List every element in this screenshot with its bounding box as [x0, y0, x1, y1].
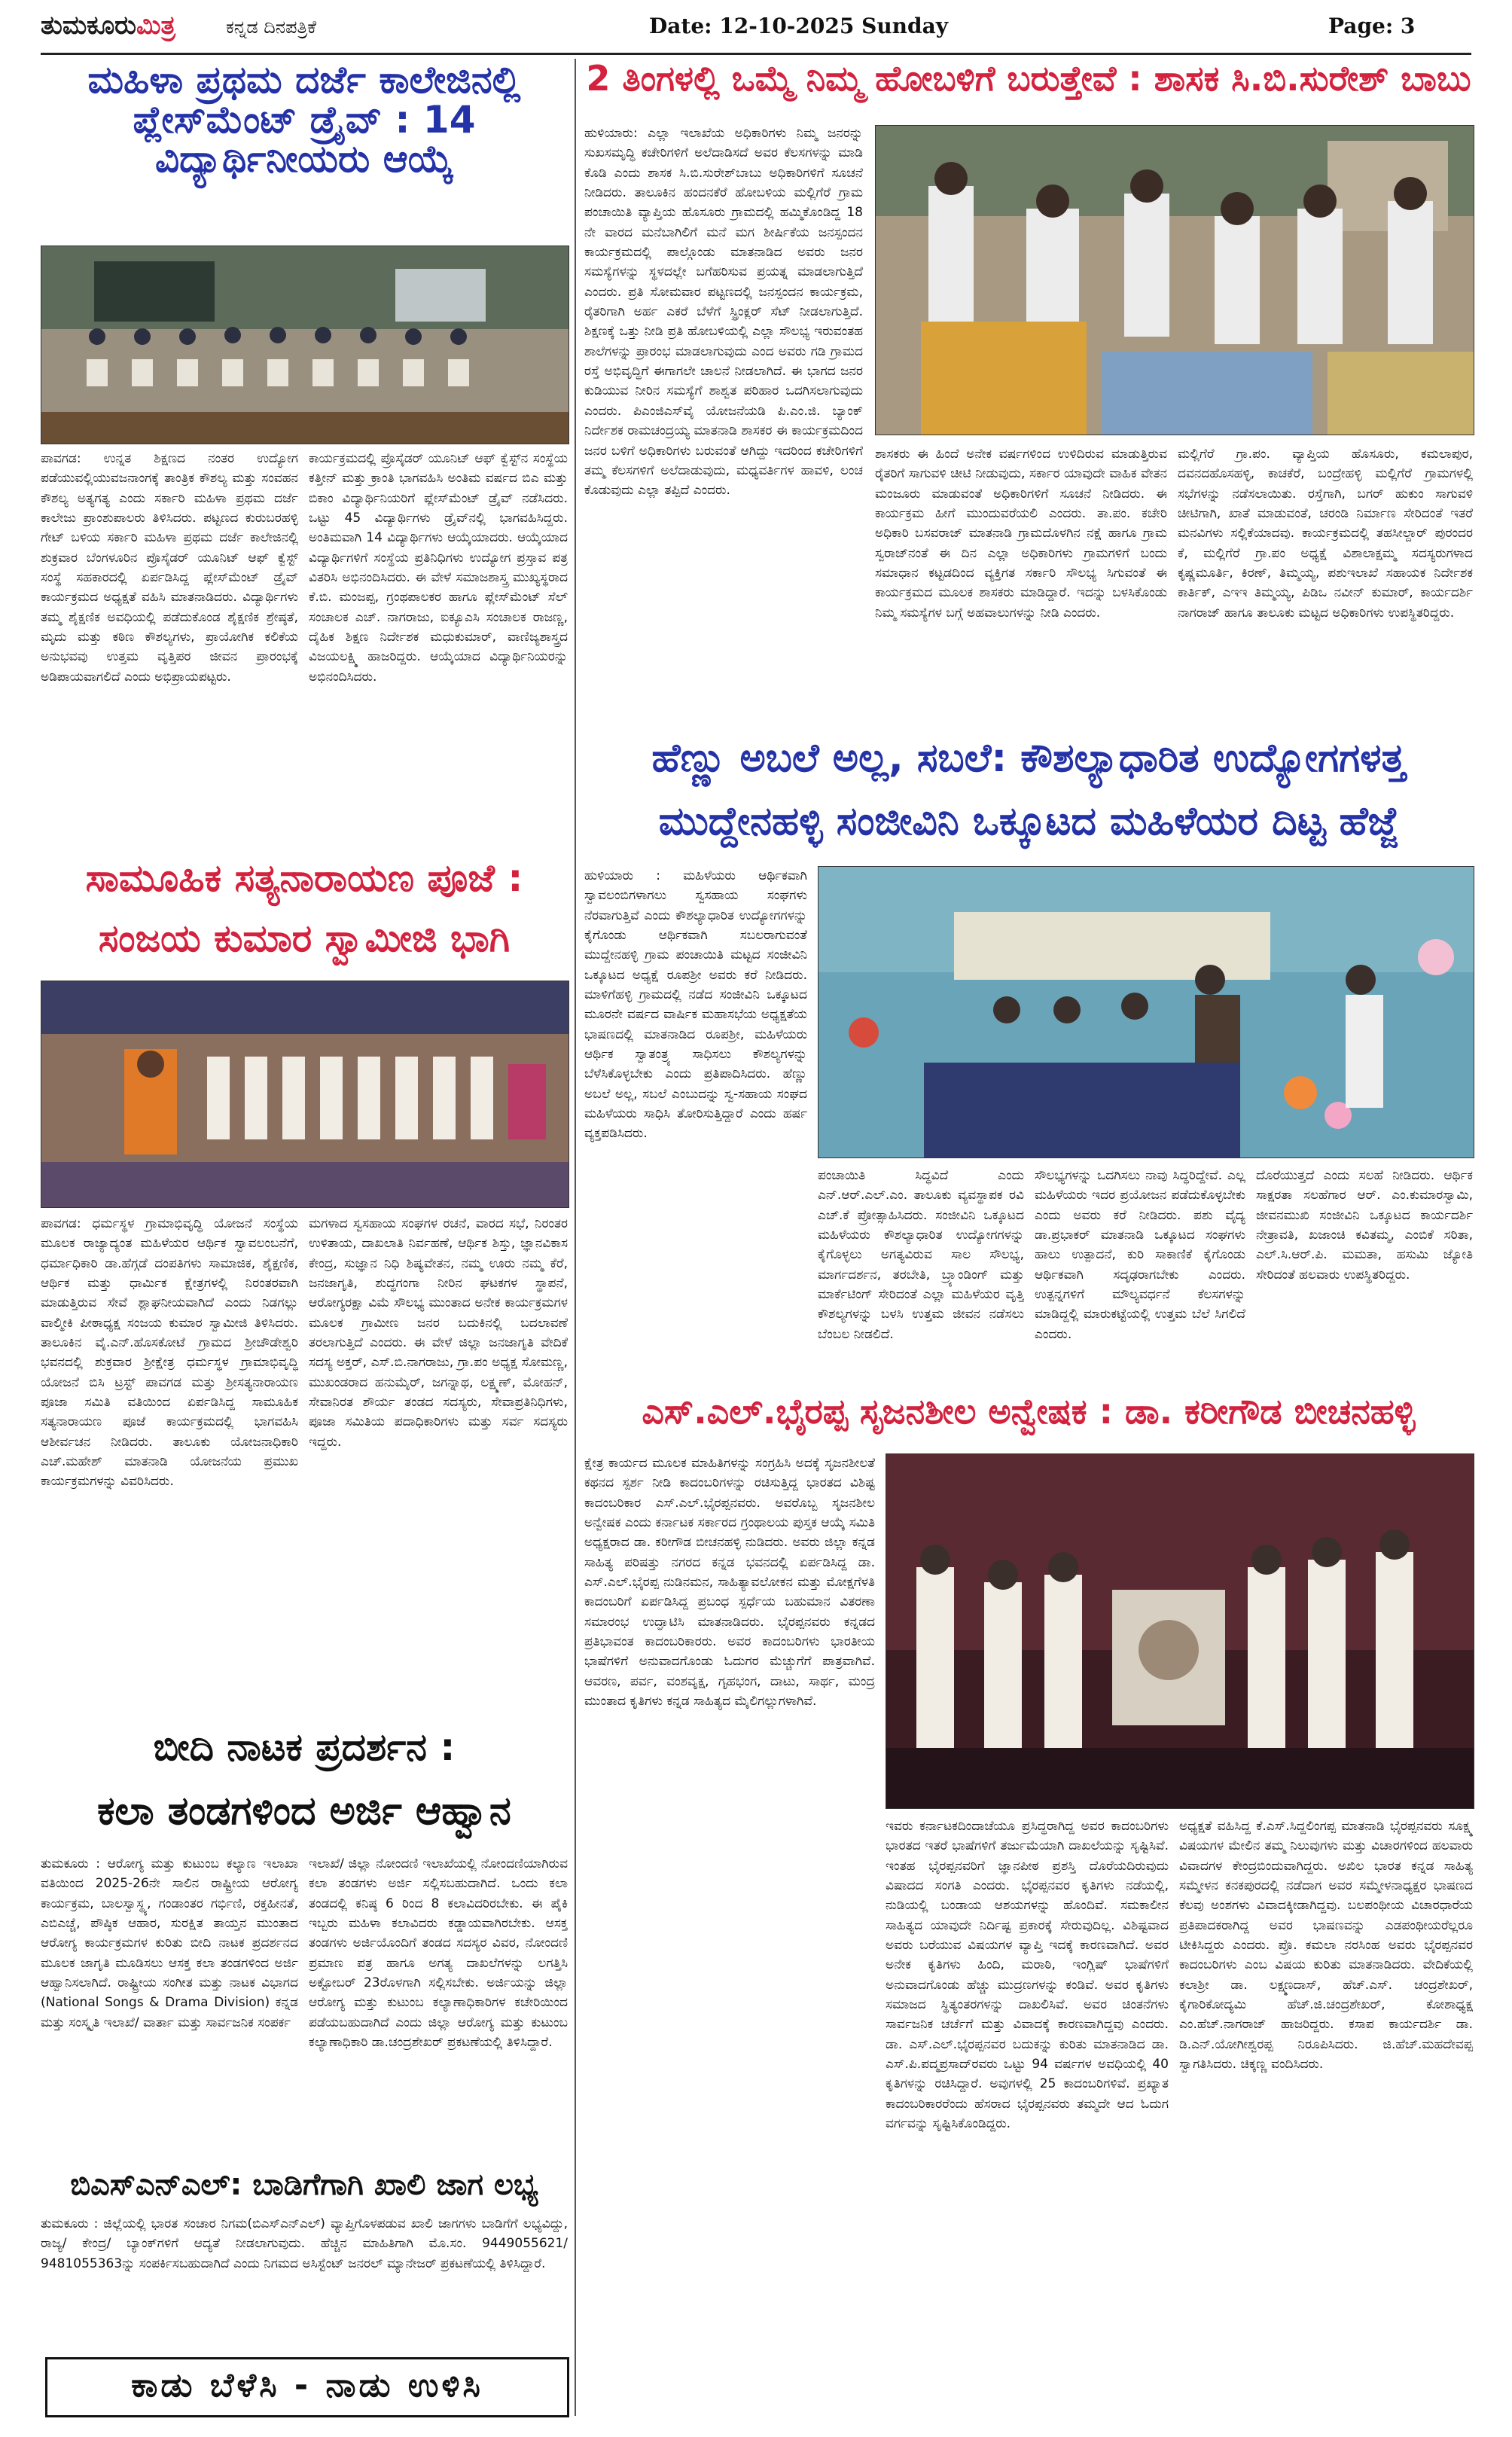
- street-play-headline-1: ಬೀದಿ ನಾಟಕ ಪ್ರದರ್ಶನ :: [153, 1728, 456, 1769]
- bhyrappa-headline: ಎಸ್.ಎಲ್.ಭೈರಪ್ಪ ಸೃಜನಶೀಲ ಅನ್ವೇಷಕ : ಡಾ. ಕರೀಗೌಡ ಬೀಚನಹಳ್ಳಿ: [642, 1393, 1416, 1432]
- women-col-a: ಹುಳಿಯಾರು : ಮಹಿಳೆಯರು ಆರ್ಥಿಕವಾಗಿ ಸ್ವಾವಲಂಬಿಗಳಾಗಲು ಸ್ವಸಹಾಯ ಸಂಘಗಳು ನೆರವಾಗುತ್ತಿವೆ ಎಂದು ಕೌಶಲ್ಯಾಧಾರಿತ ಉದ್ಯೋಗಗಳನ್ನು ಕೈಗೊಂಡು ಆರ್ಥಿಕವಾಗಿ ಸಬಲರಾಗುವಂತೆ ಮುದ್ದೇನಹಳ್ಳಿ ಗ್ರಾಮ ಪಂಚಾಯಿತಿ ಮಟ್ಟದ ಸಂಜೀವಿನಿ ಒಕ್ಕೂಟದ ಅಧ್ಯಕ್ಷೆ ರೂಪಶ್ರೀ ಅವರು ಕರೆ ನೀಡಿದರು. ಮಾಳಿಗೆಹಳ್ಳಿ ಗ್ರಾಮದಲ್ಲಿ ನಡೆದ ಸಂಜೀವಿನಿ ಒಕ್ಕೂಟದ ಮೂರನೇ ವರ್ಷದ ವಾರ್ಷಿಕ ಮಹಾಸಭೆಯ ಅಧ್ಯಕ್ಷತೆಯ ಭಾಷಣದಲ್ಲಿ ಮಾತನಾಡಿದ ರೂಪಶ್ರೀ, ಮಹಿಳೆಯರು ಆರ್ಥಿಕ ಸ್ವಾತಂತ್ರ್ಯ ಸಾಧಿಸಲು ಕೌಶಲ್ಯಗಳನ್ನು ಬೆಳೆಸಿಕೊಳ್ಳಬೇಕು ಎಂದು ಪ್ರತಿಪಾದಿಸಿದರು. ಹೆಣ್ಣು ಅಬಲೆ ಅಲ್ಲ, ಸಬಲೆ ಎಂಬುದನ್ನು ಸ್ವ-ಸಹಾಯ ಸಂಘದ ಮಹಿಳೆಯರು ಸಾಧಿಸಿ ತೋರಿಸುತ್ತಿದ್ದಾರೆ ಎಂದು ಹರ್ಷ ವ್ಯಕ್ತಪಡಿಸಿದರು.: [584, 868, 807, 1142]
- puja-headline-1: ಸಾಮೂಹಿಕ ಸತ್ಯನಾರಾಯಣ ಪೂಜೆ :: [85, 859, 523, 900]
- placement-photo: [41, 246, 569, 444]
- bhyrappa-photo: [886, 1453, 1474, 1809]
- slogan-banner: ಕಾಡು ಬೆಳೆಸಿ - ನಾಡು ಉಳಿಸಿ: [45, 2357, 569, 2417]
- bsnl-body: ತುಮಕೂರು : ಜಿಲ್ಲೆಯಲ್ಲಿ ಭಾರತ ಸಂಚಾರ ನಿಗಮ(ಬಿಎಸ್ಎನ್ಎಲ್) ವ್ಯಾಪ್ತಿಗೊಳಪಡುವ ಖಾಲಿ ಜಾಗಗಳು ಬಾಡಿಗೆಗೆ ಲಭ್ಯವಿದ್ದು, ರಾಜ್ಯ/ ಕೇಂದ್ರ/ ಬ್ಯಾಂಕ್‌ಗಳಿಗೆ ಆದ್ಯತೆ ನೀಡಲಾಗುವುದು. ಹೆಚ್ಚಿನ ಮಾಹಿತಿಗಾಗಿ ಮೊ.ಸಂ. 9449055621/ 9481055363ನ್ನು ಸಂಪರ್ಕಿಸಬಹುದಾಗಿದೆ ಎಂದು ನಿಗಮದ ಅಸಿಸ್ಟೆಂಟ್ ಜನರಲ್ ಮ್ಯಾನೇಜರ್ ಪ್ರಕಟಣೆಯಲ್ಲಿ ತಿಳಿಸಿದ್ದಾರೆ.: [41, 2216, 568, 2271]
- mla-col-b: ಶಾಸಕರು ಈ ಹಿಂದೆ ಅನೇಕ ವರ್ಷಗಳಿಂದ ಉಳಿದಿರುವ ಮಾಡುತ್ತಿರುವ ರೈತರಿಗೆ ಸಾಗುವಳಿ ಚೀಟಿ ನೀಡುವುದು, ಸರ್ಕಾರ ಯಾವುದೇ ವಾಹಿಕ ವೇತನ ಮಂಜೂರು ಮಾಡುವಂತೆ ಅಧಿಕಾರಿಗಳಿಗೆ ಸೂಚನೆ ನೀಡಿದರು. ಈ ಕಾರ್ಯಕ್ರಮ ಹೀಗೆ ಮುಂದುವರೆಯಲಿ ಎಂದರು. ತಾ.ಪಂ. ಕಚೇರಿ ಅಧಿಕಾರಿ ಬಸವರಾಜ್ ಮಾತನಾಡಿ ಗ್ರಾಮದೊಳಗಿನ ನಕ್ಷೆ ಹಾಗೂ ಗ್ರಾಮ ಸ್ವರಾಜ್‌ನಂತೆ ಈ ದಿನ ಎಲ್ಲಾ ಅಧಿಕಾರಿಗಳು ಗ್ರಾಮಗಳಿಗೆ ಬಂದು ಸಮಾಧಾನ ಕಟ್ಟಡದಿಂದ ವ್ಯಕ್ತಿಗತ ಸರ್ಕಾರಿ ಸೌಲಭ್ಯ ಸಿಗುವಂತೆ ಈ ಕಾರ್ಯಕ್ರಮದ ಮೂಲಕ ಶಾಸಕರು ಮಾಡಿದ್ದಾರೆ. ಇದನ್ನು ಬಳಸಿಕೊಂಡು ನಿಮ್ಮ ಸಮಸ್ಯೆಗಳ ಬಗ್ಗೆ ಅಹವಾಲುಗಳನ್ನು ನೀಡಿ ಎಂದರು.: [875, 447, 1167, 621]
- street-play-headline-2: ಕಲಾ ತಂಡಗಳಿಂದ ಅರ್ಜಿ ಆಹ್ವಾನ: [97, 1791, 511, 1834]
- street-play-col-1: ತುಮಕೂರು : ಆರೋಗ್ಯ ಮತ್ತು ಕುಟುಂಬ ಕಲ್ಯಾಣ ಇಲಾಖಾ ವತಿಯಿಂದ 2025-26ನೇ ಸಾಲಿನ ರಾಷ್ಟ್ರೀಯ ಆರೋಗ್ಯ ಕಾರ್ಯಕ್ರಮ, ಬಾಲಸ್ವಾಸ್ಥ್ಯ, ಗಂಡಾಂತರ ಗರ್ಭಿಣಿ, ರಕ್ತಹೀನತೆ, ಎಬಿಎಚ್ಚೆ, ಪೌಷ್ಠಿಕ ಆಹಾರ, ಸುರಕ್ಷಿತ ತಾಯ್ತನ ಮುಂತಾದ ಆರೋಗ್ಯ ಕಾರ್ಯಕ್ರಮಗಳ ಕುರಿತು ಬೀದಿ ನಾಟಕ ಪ್ರದರ್ಶನದ ಮೂಲಕ ಜಾಗೃತಿ ಮೂಡಿಸಲು ಆಸಕ್ತ ಕಲಾ ತಂಡಗಳಿಂದ ಅರ್ಜಿ ಆಹ್ವಾನಿಸಲಾಗಿದೆ. ರಾಷ್ಟ್ರೀಯ ಸಂಗೀತ ಮತ್ತು ನಾಟಕ ವಿಭಾಗದ (National Songs & Drama Division) ಕನ್ನಡ ಮತ್ತು ಸಂಸ್ಕೃತಿ ಇಲಾಖೆ/ ವಾರ್ತಾ ಮತ್ತು ಸಾರ್ವಜನಿಕ ಸಂಪರ್ಕ: [41, 1856, 298, 2030]
- puja-headline-2: ಸಂಜಯ ಕುಮಾರ ಸ್ವಾಮೀಜಿ ಭಾಗಿ: [98, 919, 511, 960]
- women-col-c: ಸೌಲಭ್ಯಗಳನ್ನು ಒದಗಿಸಲು ನಾವು ಸಿದ್ಧರಿದ್ದೇವೆ. ಎಲ್ಲ ಮಹಿಳೆಯರು ಇದರ ಪ್ರಯೋಜನ ಪಡೆದುಕೊಳ್ಳಬೇಕು ಎಂದು ಅವರು ಕರೆ ನೀಡಿದರು. ಪಶು ವೈದ್ಯ ಡಾ.ಪ್ರಭಾಕರ್ ಮಾತನಾಡಿ ಒಕ್ಕೂಟದ ಸಂಘಗಳು ಹಾಲು ಉತ್ಪಾದನೆ, ಕುರಿ ಸಾಕಾಣಿಕೆ ಕೈಗೊಂಡು ಆರ್ಥಿಕವಾಗಿ ಸದೃಢರಾಗಬೇಕು ಎಂದರು. ಉತ್ಪನ್ನಗಳಿಗೆ ಮೌಲ್ಯವರ್ಧನೆ ಕೆಲಸಗಳನ್ನು ಮಾಡಿದ್ದಲ್ಲಿ ಮಾರುಕಟ್ಟೆಯಲ್ಲಿ ಉತ್ತಮ ಬೆಲೆ ಸಿಗಲಿದೆ ಎಂದರು.: [1035, 1168, 1245, 1342]
- bsnl-headline: ಬಿಎಸ್ಎನ್ಎಲ್: ಬಾಡಿಗೆಗಾಗಿ ಖಾಲಿ ಜಾಗ ಲಭ್ಯ: [70, 2169, 538, 2202]
- masthead-title: [41, 11, 175, 41]
- masthead-page: Page: 3: [1328, 14, 1416, 38]
- women-headline-2: ಮುದ್ದೇನಹಳ್ಳಿ ಸಂಜೀವಿನಿ ಒಕ್ಕೂಟದ ಮಹಿಳೆಯರ ದಿಟ್ಟ ಹೆಜ್ಜೆ: [658, 801, 1399, 844]
- mla-headline: 2 ತಿಂಗಳಲ್ಲಿ ಒಮ್ಮೆ ನಿಮ್ಮ ಹೋಬಳಿಗೆ ಬರುತ್ತೇವೆ : ಶಾಸಕ ಸಿ.ಬಿ.ಸುರೇಶ್ ಬಾಬು: [586, 60, 1471, 99]
- mla-col-a: ಹುಳಿಯಾರು: ಎಲ್ಲಾ ಇಲಾಖೆಯ ಅಧಿಕಾರಿಗಳು ನಿಮ್ಮ ಜನರನ್ನು ಸುಖಸಮೃದ್ಧಿ ಕಚೇರಿಗಳಿಗೆ ಅಲೆದಾಡಿಸದೆ ಅವರ ಕೆಲಸಗಳನ್ನು ಮಾಡಿ ಕೊಡಿ ಎಂದು ಶಾಸಕ ಸಿ.ಬಿ.ಸುರೇಶ್‌ಬಾಬು ಅಧಿಕಾರಿಗಳಿಗೆ ಸೂಚನೆ ನೀಡಿದರು. ತಾಲೂಕಿನ ಹಂದನಕೆರೆ ಹೋಬಳಿಯ ಮಲ್ಲಿಗೆರೆ ಗ್ರಾಮ ಪಂಚಾಯಿತಿ ವ್ಯಾಪ್ತಿಯ ಹೊಸೂರು ಗ್ರಾಮದಲ್ಲಿ ಹಮ್ಮಿಕೊಂಡಿದ್ದ 18 ನೇ ವಾರದ ಮನೆಬಾಗಿಲಿಗೆ ಮನೆ ಮಗ ಶೀರ್ಷಿಕೆಯ ಜನಸ್ಪಂದನ ಕಾರ್ಯಕ್ರಮದಲ್ಲಿ ಪಾಲ್ಗೊಂಡು ಮಾತನಾಡಿದ ಅವರು ಜನರ ಸಮಸ್ಯೆಗಳನ್ನು ಸ್ಥಳದಲ್ಲೇ ಬಗೆಹರಿಸುವ ಪ್ರಯತ್ನ ಮಾಡಲಾಗುತ್ತಿದೆ ಎಂದರು. ಪ್ರತಿ ಸೋಮವಾರ ಪಟ್ಟಣದಲ್ಲಿ ಜನಸ್ಪಂದನ ಕಾರ್ಯಕ್ರಮ, ರೈತರಿಗಾಗಿ ಅರ್ಹ ಎಕರೆ ಬೆಳೆಗೆ ಸ್ಪ್ರಿಂಕ್ಲರ್ ಸೆಟ್ ನೀಡಲಾಗುತ್ತಿದೆ. ಶಿಕ್ಷಣಕ್ಕೆ ಒತ್ತು ನೀಡಿ ಪ್ರತಿ ಹೋಬಳಿಯಲ್ಲಿ ಎಲ್ಲಾ ಸೌಲಭ್ಯ ಇರುವಂತಹ ಶಾಲೆಗಳನ್ನು ಪ್ರಾರಂಭ ಮಾಡಲಾಗುವುದು ಎಂದ ಅವರು ಗಡಿ ಗ್ರಾಮದ ರಸ್ತೆ ಅಭಿವೃದ್ಧಿಗೆ ಈಗಾಗಲೇ ಚಾಲನೆ ನೀಡಲಾಗಿದೆ. ಈ ಭಾಗದ ಜನರ ಕುಡಿಯುವ ನೀರಿನ ಸಮಸ್ಯೆಗೆ ಶಾಶ್ವತ ಪರಿಹಾರ ಒದಗಿಸಲಾಗುವುದು ಎಂದರು. ಪಿಎಂಜಿಎಸ್‌ವೈ ಯೋಜನೆಯಡಿ ಪಿ.ಎಂ.ಜಿ. ಬ್ಯಾಂಕ್ ನಿರ್ದೇಶಕ ರಾಮಚಂದ್ರಯ್ಯ ಮಾತನಾಡಿ ಶಾಸಕರ ಈ ಕಾರ್ಯಕ್ರಮದಿಂದ ಜನರ ಬಳಿಗೆ ಅಧಿಕಾರಿಗಳು ಬರುವಂತೆ ಆಗಿದ್ದು ಇದರಿಂದ ಕಚೇರಿಗಳಿಗೆ ತಮ್ಮ ಕೆಲಸಗಳಿಗೆ ಅಲೆದಾಡುವುದು, ಮಧ್ಯವರ್ತಿಗಳ ಹಾವಳಿ, ಲಂಚ ಕೊಡುವುದು ಎಲ್ಲಾ ತಪ್ಪಿದೆ ಎಂದರು.: [584, 126, 863, 499]
- puja-col-1: ಪಾವಗಡ: ಧರ್ಮಸ್ಥಳ ಗ್ರಾಮಾಭಿವೃದ್ಧಿ ಯೋಜನೆ ಸಂಸ್ಥೆಯ ಮೂಲಕ ರಾಜ್ಯಾದ್ಯಂತ ಮಹಿಳೆಯರ ಆರ್ಥಿಕ ಸ್ವಾವಲಂಬನೆಗೆ, ಧರ್ಮಾಧಿಕಾರಿ ಡಾ.ಹೆಗ್ಗಡೆ ದಂಪತಿಗಳು ಸಾಮಾಜಿಕ, ಶೈಕ್ಷಣಿಕ, ಆರ್ಥಿಕ ಮತ್ತು ಧಾರ್ಮಿಕ ಕ್ಷೇತ್ರಗಳಲ್ಲಿ ನಿರಂತರವಾಗಿ ಮಾಡುತ್ತಿರುವ ಸೇವೆ ಶ್ಲಾಘನೀಯವಾಗಿದೆ ಎಂದು ನಿಡಗಲ್ಲು ವಾಲ್ಮೀಕಿ ಪೀಠಾಧ್ಯಕ್ಷ ಸಂಜಯ ಕುಮಾರ ಸ್ವಾಮೀಜಿ ತಿಳಿಸಿದರು. ತಾಲೂಕಿನ ವೈ.ಎನ್.ಹೊಸಕೋಟೆ ಗ್ರಾಮದ ಶ್ರೀಚೌಡೇಶ್ವರಿ ಭವನದಲ್ಲಿ ಶುಕ್ರವಾರ ಶ್ರೀಕ್ಷೇತ್ರ ಧರ್ಮಸ್ಥಳ ಗ್ರಾಮಾಭಿವೃದ್ಧಿ ಯೋಜನೆ ಬಿಸಿ ಟ್ರಸ್ಟ್ ಪಾವಗಡ ಮತ್ತು ಶ್ರೀಸತ್ಯನಾರಾಯಣ ಪೂಜಾ ಸಮಿತಿ ವತಿಯಿಂದ ಏರ್ಪಡಿಸಿದ್ದ ಸಾಮೂಹಿಕ ಸತ್ಯನಾರಾಯಣ ಪೂಜೆ ಕಾರ್ಯಕ್ರಮದಲ್ಲಿ ಭಾಗವಹಿಸಿ ಆಶೀರ್ವಚನ ನೀಡಿದರು. ತಾಲೂಕು ಯೋಜನಾಧಿಕಾರಿ ಎಚ್.ಮಹೇಶ್ ಮಾತನಾಡಿ ಯೋಜನೆಯ ಪ್ರಮುಖ ಕಾರ್ಯಕ್ರಮಗಳನ್ನು ವಿವರಿಸಿದರು.: [41, 1216, 298, 1490]
- mla-col-c: ಮಲ್ಲಿಗೆರೆ ಗ್ರಾ.ಪಂ. ವ್ಯಾಪ್ತಿಯ ಹೊಸೂರು, ಕಮಲಾಪುರ, ದವನದಹೊಸಹಳ್ಳಿ, ಕಾಚಕೆರೆ, ಬಂದ್ರೇಹಳ್ಳಿ ಮಲ್ಲಿಗೆರೆ ಗ್ರಾಮಗಳಲ್ಲಿ ಸಭೆಗಳನ್ನು ನಡೆಸಲಾಯಿತು. ರಸ್ತೆಗಾಗಿ, ಬಗರ್ ಹುಕುಂ ಸಾಗುವಳಿ ಚೀಟಿಗಾಗಿ, ಖಾತೆ ಮಾಡುವಂತೆ, ಚರಂಡಿ ನಿರ್ಮಾಣ ಸೇರಿದಂತೆ ಇತರೆ ಮನವಿಗಳು ಸಲ್ಲಿಕೆಯಾದವು. ಕಾರ್ಯಕ್ರಮದಲ್ಲಿ ತಹಸೀಲ್ದಾರ್ ಪುರಂದರ ಕೆ, ಮಲ್ಲಿಗೆರೆ ಗ್ರಾ.ಪಂ ಅಧ್ಯಕ್ಷೆ ವಿಶಾಲಾಕ್ಷಮ್ಮ ಸದಸ್ಯರುಗಳಾದ ಕೃಷ್ಣಮೂರ್ತಿ, ಕಿರಣ್, ತಿಮ್ಮಯ್ಯ, ಪಶುಇಲಾಖೆ ಸಹಾಯಕ ನಿರ್ದೇಶಕ ಕಾರ್ತಿಕ್, ಎಇಇ ತಿಮ್ಮಯ್ಯ, ಪಿಡಿಒ ನವೀನ್ ಕುಮಾರ್, ಕಾರ್ಯದರ್ಶಿ ನಾಗರಾಜ್ ಹಾಗೂ ತಾಲೂಕು ಮಟ್ಟದ ಅಧಿಕಾರಿಗಳು ಉಪಸ್ಥಿತರಿದ್ದರು.: [1178, 447, 1473, 621]
- column-divider: [575, 59, 576, 2416]
- women-photo: [818, 866, 1474, 1158]
- mla-photo: [875, 125, 1474, 435]
- masthead-rule: [41, 53, 1471, 55]
- masthead-subtitle: ಕನ್ನಡ ದಿನಪತ್ರಿಕೆ: [226, 17, 317, 38]
- puja-photo: [41, 981, 569, 1208]
- masthead-title-b: ಮಿತ್ರ: [136, 11, 175, 41]
- street-play-col-2: ಇಲಾಖೆ/ ಜಿಲ್ಲಾ ನೋಂದಣಿ ಇಲಾಖೆಯಲ್ಲಿ ನೋಂದಣಿಯಾಗಿರುವ ಕಲಾ ತಂಡಗಳು ಅರ್ಜಿ ಸಲ್ಲಿಸಬಹುದಾಗಿದೆ. ಒಂದು ಕಲಾ ತಂಡದಲ್ಲಿ ಕನಿಷ್ಠ 6 ರಿಂದ 8 ಕಲಾವಿದರಿರಬೇಕು. ಈ ಪೈಕಿ ಇಬ್ಬರು ಮಹಿಳಾ ಕಲಾವಿದರು ಕಡ್ಡಾಯವಾಗಿರಬೇಕು. ಆಸಕ್ತ ತಂಡಗಳು ಅರ್ಜಿಯೊಂದಿಗೆ ತಂಡದ ಸದಸ್ಯರ ವಿವರ, ನೋಂದಣಿ ಪ್ರಮಾಣ ಪತ್ರ ಹಾಗೂ ಅಗತ್ಯ ದಾಖಲೆಗಳನ್ನು ಲಗತ್ತಿಸಿ ಅಕ್ಟೋಬರ್ 23ರೊಳಗಾಗಿ ಸಲ್ಲಿಸಬೇಕು. ಅರ್ಜಿಯನ್ನು ಜಿಲ್ಲಾ ಆರೋಗ್ಯ ಮತ್ತು ಕುಟುಂಬ ಕಲ್ಯಾಣಾಧಿಕಾರಿಗಳ ಕಚೇರಿಯಿಂದ ಪಡೆಯಬಹುದಾಗಿದೆ ಎಂದು ಜಿಲ್ಲಾ ಆರೋಗ್ಯ ಮತ್ತು ಕುಟುಂಬ ಕಲ್ಯಾಣಾಧಿಕಾರಿ ಡಾ.ಚಂದ್ರಶೇಖರ್ ಪ್ರಕಟಣೆಯಲ್ಲಿ ತಿಳಿಸಿದ್ದಾರೆ.: [309, 1856, 568, 2051]
- masthead-title-a: ತುಮಕೂರು: [41, 11, 136, 41]
- bhyrappa-col-a: ಕ್ಷೇತ್ರ ಕಾರ್ಯದ ಮೂಲಕ ಮಾಹಿತಿಗಳನ್ನು ಸಂಗ್ರಹಿಸಿ ಅದಕ್ಕೆ ಸೃಜನಶೀಲತೆ ಕಥನದ ಸ್ಪರ್ಶ ನೀಡಿ ಕಾದಂಬರಿಗಳನ್ನು ರಚಿಸುತ್ತಿದ್ದ ಭಾರತದ ವಿಶಿಷ್ಟ ಕಾದಂಬರಿಕಾರ ಎಸ್.ಎಲ್.ಭೈರಪ್ಪನವರು. ಅವರೊಬ್ಬ ಸೃಜನಶೀಲ ಅನ್ವೇಷಕ ಎಂದು ಕರ್ನಾಟಕ ಸರ್ಕಾರದ ಗ್ರಂಥಾಲಯ ಪುಸ್ತಕ ಆಯ್ಕೆ ಸಮಿತಿ ಅಧ್ಯಕ್ಷರಾದ ಡಾ. ಕರೀಗೌಡ ಬೀಚನಹಳ್ಳಿ ನುಡಿದರು. ಅವರು ಜಿಲ್ಲಾ ಕನ್ನಡ ಸಾಹಿತ್ಯ ಪರಿಷತ್ತು ನಗರದ ಕನ್ನಡ ಭವನದಲ್ಲಿ ಏರ್ಪಡಿಸಿದ್ದ ಡಾ. ಎಸ್.ಎಲ್.ಭೈರಪ್ಪ ನುಡಿನಮನ, ಸಾಹಿತ್ಯಾವಲೋಕನ ಮತ್ತು ಮೋಕ್ಷಗೆಳತಿ ಕಾದಂಬರಿಗೆ ಏರ್ಪಡಿಸಿದ್ದ ಪ್ರಬಂಧ ಸ್ಪರ್ಧೆಯ ಬಹುಮಾನ ವಿತರಣಾ ಸಮಾರಂಭ ಉದ್ಘಾಟಿಸಿ ಮಾತನಾಡಿದರು. ಭೈರಪ್ಪನವರು ಕನ್ನಡದ ಪ್ರತಿಭಾವಂತ ಕಾದಂಬರಿಕಾರರು. ಅವರ ಕಾದಂಬರಿಗಳು ಭಾರತೀಯ ಭಾಷೆಗಳಿಗೆ ಅನುವಾದಗೊಂಡು ಓದುಗರ ಮೆಚ್ಚುಗೆಗೆ ಪಾತ್ರವಾಗಿವೆ. ಆವರಣ, ಪರ್ವ, ವಂಶವೃಕ್ಷ, ಗೃಹಭಂಗ, ದಾಟು, ಸಾರ್ಥ, ಮಂದ್ರ ಮುಂತಾದ ಕೃತಿಗಳು ಕನ್ನಡ ಸಾಹಿತ್ಯದ ಮೈಲಿಗಲ್ಲುಗಳಾಗಿವೆ.: [584, 1456, 875, 1710]
- bhyrappa-col-b: ಇವರು ಕರ್ನಾಟಕದಿಂದಾಚೆಯೂ ಪ್ರಸಿದ್ಧರಾಗಿದ್ದ ಅವರ ಕಾದಂಬರಿಗಳು ಭಾರತದ ಇತರೆ ಭಾಷೆಗಳಿಗೆ ತರ್ಜುಮೆಯಾಗಿ ದಾಖಲೆಯನ್ನು ಸೃಷ್ಟಿಸಿವೆ. ಇಂತಹ ಭೈರಪ್ಪನವರಿಗೆ ಜ್ಞಾನಪೀಠ ಪ್ರಶಸ್ತಿ ದೊರೆಯದಿರುವುದು ವಿಷಾದದ ಸಂಗತಿ ಎಂದರು. ಭೈರಪ್ಪನವರ ಕೃತಿಗಳು ನಡೆಯಲ್ಲಿ, ನುಡಿಯಲ್ಲಿ ಬಂಡಾಯ ಆಶಯಗಳನ್ನು ಹೊಂದಿವೆ. ಸಮಕಾಲೀನ ಸಾಹಿತ್ಯದ ಯಾವುದೇ ನಿರ್ದಿಷ್ಟ ಪ್ರಕಾರಕ್ಕೆ ಸೇರುವುದಿಲ್ಲ. ವಿಶಿಷ್ಟವಾದ ಅವರು ಬರೆಯುವ ವಿಷಯಗಳ ವ್ಯಾಪ್ತಿ ಇದಕ್ಕೆ ಕಾರಣವಾಗಿದೆ. ಅವರ ಅನೇಕ ಕೃತಿಗಳು ಹಿಂದಿ, ಮರಾಠಿ, ಇಂಗ್ಲಿಷ್ ಭಾಷೆಗಳಿಗೆ ಅನುವಾದಗೊಂಡು ಹೆಚ್ಚು ಮುದ್ರಣಗಳನ್ನು ಕಂಡಿವೆ. ಅವರ ಕೃತಿಗಳು ಸಮಾಜದ ಸ್ಥಿತ್ಯಂತರಗಳನ್ನು ದಾಖಲಿಸಿವೆ. ಅವರ ಚಿಂತನೆಗಳು ಸಾರ್ವಜನಿಕ ಚರ್ಚೆಗೆ ಮತ್ತು ವಿವಾದಕ್ಕೆ ಕಾರಣವಾಗಿದ್ದವು ಎಂದರು. ಡಾ. ಎಸ್.ಎಲ್.ಭೈರಪ್ಪನವರ ಬದುಕನ್ನು ಕುರಿತು ಮಾತನಾಡಿದ ಡಾ. ಎಸ್.ಪಿ.ಪದ್ಮಪ್ರಸಾದ್‌ರವರು ಒಟ್ಟು 94 ವರ್ಷಗಳ ಅವಧಿಯಲ್ಲಿ 40 ಕೃತಿಗಳನ್ನು ರಚಿಸಿದ್ದಾರೆ. ಅವುಗಳಲ್ಲಿ 25 ಕಾದಂಬರಿಗಳಿವೆ. ಪ್ರಖ್ಯಾತ ಕಾದಂಬರಿಕಾರರೆಂದು ಹೆಸರಾದ ಭೈರಪ್ಪನವರು ತಮ್ಮದೇ ಆದ ಓದುಗ ವರ್ಗವನ್ನು ಸೃಷ್ಟಿಸಿಕೊಂಡಿದ್ದರು.: [886, 1819, 1169, 2132]
- placement-headline: ಮಹಿಳಾ ಪ್ರಥಮ ದರ್ಜೆ ಕಾಲೇಜಿನಲ್ಲಿ ಪ್ಲೇಸ್‌ಮೆಂಟ್ ಡ್ರೈವ್ : 14 ವಿದ್ಯಾರ್ಥಿನೀಯರು ಆಯ್ಕೆ: [87, 60, 521, 181]
- women-headline-1: ಹೆಣ್ಣು ಅಬಲೆ ಅಲ್ಲ, ಸಬಲೆ: ಕೌಶಲ್ಯಾಧಾರಿತ ಉದ್ಯೋಗಗಳತ್ತ: [651, 738, 1406, 781]
- puja-col-2: ಮಗಳಾದ ಸ್ವಸಹಾಯ ಸಂಘಗಳ ರಚನೆ, ವಾರದ ಸಭೆ, ನಿರಂತರ ಉಳಿತಾಯ, ದಾಖಲಾತಿ ನಿರ್ವಹಣೆ, ಆರ್ಥಿಕ ಶಿಸ್ತು, ಜ್ಞಾನವಿಕಾಸ ಕೇಂದ್ರ, ಸುಜ್ಞಾನ ನಿಧಿ ಶಿಷ್ಯವೇತನ, ನಮ್ಮ ಊರು ನಮ್ಮ ಕೆರೆ, ಜನಜಾಗೃತಿ, ಶುದ್ಧಗಂಗಾ ನೀರಿನ ಘಟಕಗಳ ಸ್ಥಾಪನೆ, ಆರೋಗ್ಯರಕ್ಷಾ ವಿಮೆ ಸೌಲಭ್ಯ ಮುಂತಾದ ಅನೇಕ ಕಾರ್ಯಕ್ರಮಗಳ ಮೂಲಕ ಗ್ರಾಮೀಣ ಜನರ ಬದುಕಿನಲ್ಲಿ ಬದಲಾವಣೆ ತರಲಾಗುತ್ತಿದೆ ಎಂದರು. ಈ ವೇಳೆ ಜಿಲ್ಲಾ ಜನಜಾಗೃತಿ ವೇದಿಕೆ ಸದಸ್ಯ ಅಕ್ತರ್, ಎಸ್.ಬಿ.ನಾಗರಾಜು, ಗ್ರಾ.ಪಂ ಅಧ್ಯಕ್ಷ ಸೋಮಣ್ಣ, ಮುಖಂಡರಾದ ಹನುಮೈರ್, ಜಗನ್ನಾಥ, ಲಕ್ಷ್ಮಣ್, ಮೋಹನ್, ಸೇವಾನಿರತ ಶೌರ್ಯ ತಂಡದ ಸದಸ್ಯರು, ಸೇವಾಪ್ರತಿನಿಧಿಗಳು, ಪೂಜಾ ಸಮಿತಿಯ ಪದಾಧಿಕಾರಿಗಳು ಮತ್ತು ಸರ್ವ ಸದಸ್ಯರು ಇದ್ದರು.: [309, 1216, 568, 1450]
- masthead-date: Date: 12-10-2025 Sunday: [649, 14, 949, 38]
- bhyrappa-col-c: ಅಧ್ಯಕ್ಷತೆ ವಹಿಸಿದ್ದ ಕೆ.ಎಸ್.ಸಿದ್ದಲಿಂಗಪ್ಪ ಮಾತನಾಡಿ ಭೈರಪ್ಪನವರು ಸೂಕ್ಷ್ಮ ವಿಷಯಗಳ ಮೇಲಿನ ತಮ್ಮ ನಿಲುವುಗಳು ಮತ್ತು ವಿಚಾರಗಳಿಂದ ಹಲವಾರು ವಿವಾದಗಳ ಕೇಂದ್ರಬಿಂದುವಾಗಿದ್ದರು. ಅಖಿಲ ಭಾರತ ಕನ್ನಡ ಸಾಹಿತ್ಯ ಸಮ್ಮೇಳನ ಕನಕಪುರದಲ್ಲಿ ನಡೆದಾಗ ಅವರ ಸಮ್ಮೇಳನಾಧ್ಯಕ್ಷರ ಭಾಷಣದ ಕೆಲವು ಅಂಶಗಳು ವಿವಾದಕ್ಕೀಡಾಗಿದ್ದವು. ಬಲಪಂಥೀಯ ವಿಚಾರಧಾರೆಯ ಪ್ರತಿಪಾದಕರಾಗಿದ್ದ ಅವರ ಭಾಷಣವನ್ನು ಎಡಪಂಥೀಯರೆಲ್ಲರೂ ಟೀಕಿಸಿದ್ದರು ಎಂದರು. ಪ್ರೊ. ಕಮಲಾ ನರಸಿಂಹ ಅವರು ಭೈರಪ್ಪನವರ ಕಾದಂಬರಿಗಳು ಎಂಬ ವಿಷಯ ಕುರಿತು ಮಾತನಾಡಿದರು. ವೇದಿಕೆಯಲ್ಲಿ ಕಲಾಶ್ರೀ ಡಾ. ಲಕ್ಷ್ಮಣದಾಸ್, ಹೆಚ್.ಎಸ್. ಚಂದ್ರಶೇಖರ್, ಕೈಗಾರಿಕೋದ್ಯಮಿ ಹೆಚ್.ಜಿ.ಚಂದ್ರಶೇಖರ್, ಕೋಶಾಧ್ಯಕ್ಷ ಎಂ.ಹೆಚ್.ನಾಗರಾಜ್ ಹಾಜರಿದ್ದರು. ಕಸಾಪ ಕಾರ್ಯದರ್ಶಿ ಡಾ. ಡಿ.ಎನ್.ಯೋಗೀಶ್ವರಪ್ಪ ನಿರೂಪಿಸಿದರು. ಜಿ.ಹೆಚ್.ಮಹದೇವಪ್ಪ ಸ್ವಾಗತಿಸಿದರು. ಚಿಕ್ಕಣ್ಣ ವಂದಿಸಿದರು.: [1179, 1819, 1473, 2073]
- placement-col-1: ಪಾವಗಡ: ಉನ್ನತ ಶಿಕ್ಷಣದ ನಂತರ ಉದ್ಯೋಗ ಪಡೆಯುವಲ್ಲಿಯುವಜನಾಂಗಕ್ಕೆ ತಾಂತ್ರಿಕ ಕೌಶಲ್ಯ ಮತ್ತು ಸಂವಹನ ಕೌಶಲ್ಯ ಅತ್ಯಗತ್ಯ ಎಂದು ಸರ್ಕಾರಿ ಮಹಿಳಾ ಪ್ರಥಮ ದರ್ಜೆ ಕಾಲೇಜು ಪ್ರಾಂಶುಪಾಲರು ತಿಳಿಸಿದರು. ಪಟ್ಟಣದ ಕುರುಬರಹಳ್ಳಿ ಗೇಟ್ ಬಳಿಯ ಸರ್ಕಾರಿ ಮಹಿಳಾ ಪ್ರಥಮ ದರ್ಜೆ ಕಾಲೇಜಿನಲ್ಲಿ ಶುಕ್ರವಾರ ಬೆಂಗಳೂರಿನ ಪ್ರೊಸೈಡರ್ ಯೂನಿಟ್ ಆಫ್ ಕ್ವೆಸ್ಟ್ ಸಂಸ್ಥೆ ಸಹಕಾರದಲ್ಲಿ ಏರ್ಪಡಿಸಿದ್ದ ಪ್ಲೇಸ್‌ಮೆಂಟ್ ಡ್ರೈವ್ ಕಾರ್ಯಕ್ರಮದ ಅಧ್ಯಕ್ಷತೆ ವಹಿಸಿ ಮಾತನಾಡಿದರು. ವಿದ್ಯಾರ್ಥಿಗಳು ತಮ್ಮ ಶೈಕ್ಷಣಿಕ ಅವಧಿಯಲ್ಲಿ ಪಡೆದುಕೊಂಡ ಶೈಕ್ಷಣಿಕ ಶ್ರೇಷ್ಠತೆ, ಮೃದು ಮತ್ತು ಕಠಿಣ ಕೌಶಲ್ಯಗಳು, ಪ್ರಾಯೋಗಿಕ ಕಲಿಕೆಯ ಅನುಭವವು ಉತ್ತಮ ವೃತ್ತಿಪರ ಜೀವನ ಪ್ರಾರಂಭಕ್ಕೆ ಅಡಿಪಾಯವಾಗಲಿದೆ ಎಂದು ಅಭಿಪ್ರಾಯಪಟ್ಟರು.: [41, 451, 298, 685]
- women-col-b: ಪಂಚಾಯಿತಿ ಸಿದ್ಧವಿದೆ ಎಂದು ಎನ್.ಆರ್.ಎಲ್.ಎಂ. ತಾಲೂಕು ವ್ಯವಸ್ಥಾಪಕ ರವಿ ಎಚ್.ಕೆ ಪ್ರೋತ್ಸಾಹಿಸಿದರು. ಸಂಜೀವಿನಿ ಒಕ್ಕೂಟದ ಮಹಿಳೆಯರು ಕೌಶಲ್ಯಾಧಾರಿತ ಉದ್ಯೋಗಗಳನ್ನು ಕೈಗೊಳ್ಳಲು ಅಗತ್ಯವಿರುವ ಸಾಲ ಸೌಲಭ್ಯ, ಮಾರ್ಗದರ್ಶನ, ತರಬೇತಿ, ಬ್ರ್ಯಾಂಡಿಂಗ್ ಮತ್ತು ಮಾರ್ಕೆಟಿಂಗ್ ಸೇರಿದಂತೆ ಎಲ್ಲಾ ಮಹಿಳೆಯರ ವೃತ್ತಿ ಕೌಶಲ್ಯಗಳನ್ನು ಬಳಸಿ ಉತ್ತಮ ಜೀವನ ನಡೆಸಲು ಬೆಂಬಲ ನೀಡಲಿದೆ.: [818, 1168, 1024, 1342]
- women-col-d: ದೊರೆಯುತ್ತದೆ ಎಂದು ಸಲಹೆ ನೀಡಿದರು. ಆರ್ಥಿಕ ಸಾಕ್ಷರತಾ ಸಲಹೆಗಾರ ಆರ್. ಎಂ.ಕುಮಾರಸ್ವಾಮಿ, ಜೀವನಮುಖಿ ಸಂಜೀವಿನಿ ಒಕ್ಕೂಟದ ಕಾರ್ಯದರ್ಶಿ ನೇತ್ರಾವತಿ, ಖಜಾಂಚಿ ಕವಿತಮ್ಮ, ಎಂಬಿಕೆ ಸರಿತಾ, ಎಲ್.ಸಿ.ಆರ್.ಪಿ. ಮಮತಾ, ಹಸುಮಿ ಜ್ಯೋತಿ ಸೇರಿದಂತೆ ಹಲವಾರು ಉಪಸ್ಥಿತರಿದ್ದರು.: [1256, 1168, 1473, 1283]
- placement-col-2: ಕಾರ್ಯಕ್ರಮದಲ್ಲಿ ಪ್ರೊಸೈಡರ್ ಯೂನಿಟ್ ಆಫ್ ಕ್ವೆಸ್ಟ್‌ನ ಸಂಸ್ಥೆಯ ಕತ್ತೀನ್ ಮತ್ತು ಕ್ರಾಂತಿ ಭಾಗವಹಿಸಿ ಅಂತಿಮ ವರ್ಷದ ಬಿಎ ಮತ್ತು ಬಿಕಾಂ ವಿದ್ಯಾರ್ಥಿನಿಯರಿಗೆ ಪ್ಲೇಸ್‌ಮೆಂಟ್ ಡ್ರೈವ್ ನಡೆಸಿದರು. ಒಟ್ಟು 45 ವಿದ್ಯಾರ್ಥಿಗಳು ಡ್ರೈವ್‌ನಲ್ಲಿ ಭಾಗವಹಿಸಿದ್ದರು. ಅಂತಿಮವಾಗಿ 14 ವಿದ್ಯಾರ್ಥಿಗಳು ಆಯ್ಕೆಯಾದರು. ಆಯ್ಕೆಯಾದ ವಿದ್ಯಾರ್ಥಿಗಳಿಗೆ ಸಂಸ್ಥೆಯ ಪ್ರತಿನಿಧಿಗಳು ಉದ್ಯೋಗ ಪ್ರಸ್ತಾವ ಪತ್ರ ವಿತರಿಸಿ ಅಭಿನಂದಿಸಿದರು. ಈ ವೇಳೆ ಸಮಾಜಶಾಸ್ತ್ರ ಮುಖ್ಯಸ್ಥರಾದ ಕೆ.ಬಿ. ಮಂಜಪ್ಪ, ಗ್ರಂಥಪಾಲಕರ ಹಾಗೂ ಪ್ಲೇಸ್‌ಮೆಂಟ್ ಸೆಲ್ ಸಂಚಾಲಕ ಎಚ್. ನಾಗರಾಜು, ಐಕ್ಯೂಎಸಿ ಸಂಚಾಲಕ ರಾಜಣ್ಣ, ದೈಹಿಕ ಶಿಕ್ಷಣ ನಿರ್ದೇಶಕ ಮಧುಕುಮಾರ್, ವಾಣಿಜ್ಯಶಾಸ್ತ್ರದ ವಿಜಯಲಕ್ಷ್ಮಿ ಹಾಜರಿದ್ದರು. ಆಯ್ಕೆಯಾದ ವಿದ್ಯಾರ್ಥಿನಿಯರನ್ನು ಅಭಿನಂದಿಸಿದರು.: [309, 451, 568, 685]
